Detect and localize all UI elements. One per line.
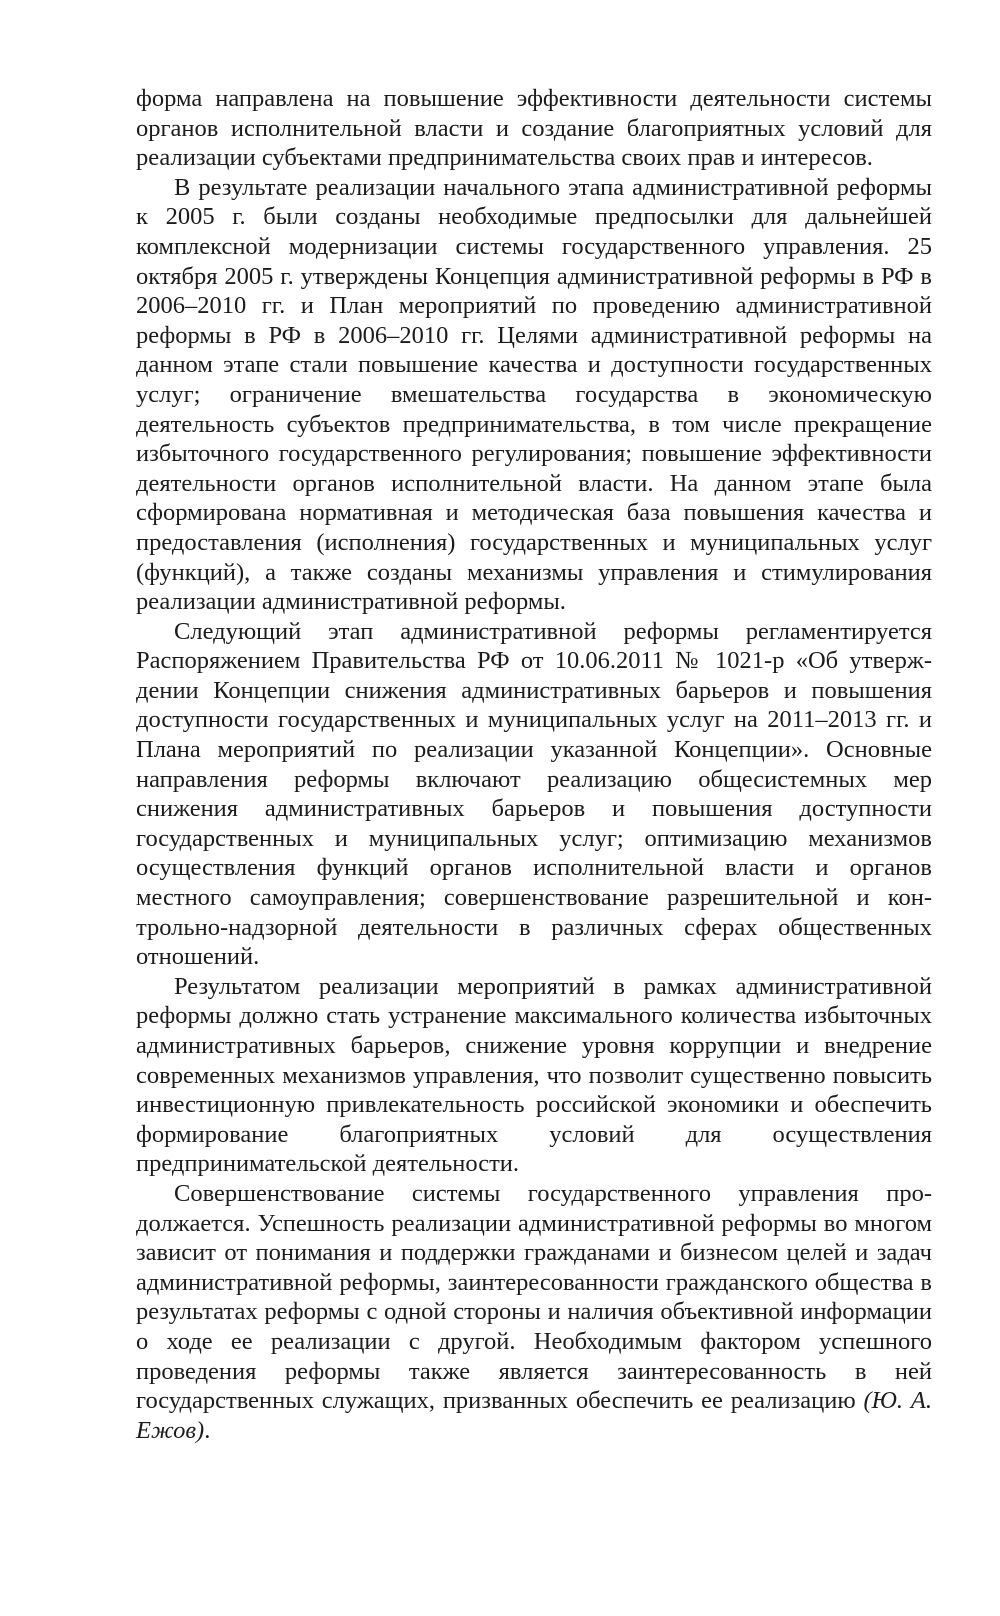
paragraph-continuation: форма направлена на повышение эффективности деятельности системы органов исполнительной власти и создание благоприятных условий для реализации субъектами предпринимательства своих прав и интересов.	[136, 85, 932, 172]
document-page	[136, 84, 932, 1445]
paragraph-conclusion	[136, 1179, 932, 1445]
paragraph-reform-stage-2005: В результате реализации начального этапа административной реформы к 2005 г. были созданы необходимые предпосылки для дальнейшей комплексной модернизации системы государственного управления. 25 октября 2005 г. утверждены Концепция административной реформы в РФ в 2006–2010 гг. и План мероприятий по проведению административной реформы в РФ в 2006–2010 гг. Целями административной реформы на данном этапе стали повышение качества и доступности государственных услуг; ограничение вмешательства государства в экономическую деятельность субъектов предпринимательства, в том числе прекращение избыточного государственного регулирования; повышение эффективности деятельности органов исполнительной власти. На данном этапе была сформирована нормативная и методическая база повышения качества и предоставления (исполнения) государственных и муниципальных услуг (функций), а также созданы механизмы управления и стимулирования реализации административной реформы.	[136, 173, 932, 616]
paragraph-next-stage: Следующий этап административной реформы регламентируется Распоряжением Правительства РФ от 10.06.2011 № 1021-р «Об утверждении Концепции снижения административных барьеров и повышения доступности государственных и муниципальных услуг на 2011–2013 гг. и Плана мероприятий по реализации указанной Концепции». Основные направления реформы включают реализацию общесистемных мер снижения административных барьеров и повышения доступности государственных и муниципальных услуг; оптимизацию механизмов осуществления функций органов исполнительной власти и органов местного самоуправления; совершенствование разрешительной и контрольно-надзорной деятельности в различных сферах общественных отношений.	[136, 617, 932, 971]
author-citation: (Ю. А. Ежов)	[136, 1387, 932, 1444]
paragraph-results: Результатом реализации мероприятий в рамках административной реформы должно стать устранение максимального количества избыточных административных барьеров, снижение уровня коррупции и внедрение современных механизмов управления, что позволит существенно повысить инвестиционную привлекательность российской экономики и обеспечить формирование благоприятных условий для осуществления предпринимательской деятельности.	[136, 972, 932, 1178]
paragraph-conclusion-end: .	[204, 1416, 211, 1444]
paragraph-conclusion-text: Совершенствование системы государственного управления продолжается. Успешность реализации административной реформы во многом зависит от понимания и поддержки гражданами и бизнесом целей и задач административной реформы, заинтересованности гражданского общества в результатах реформы с одной стороны и наличия объективной информации о ходе ее реализации с другой. Необходимым фактором успешного проведения реформы также является заинтересованность в ней государственных служащих, призванных обеспечить ее реализацию	[136, 1179, 932, 1415]
